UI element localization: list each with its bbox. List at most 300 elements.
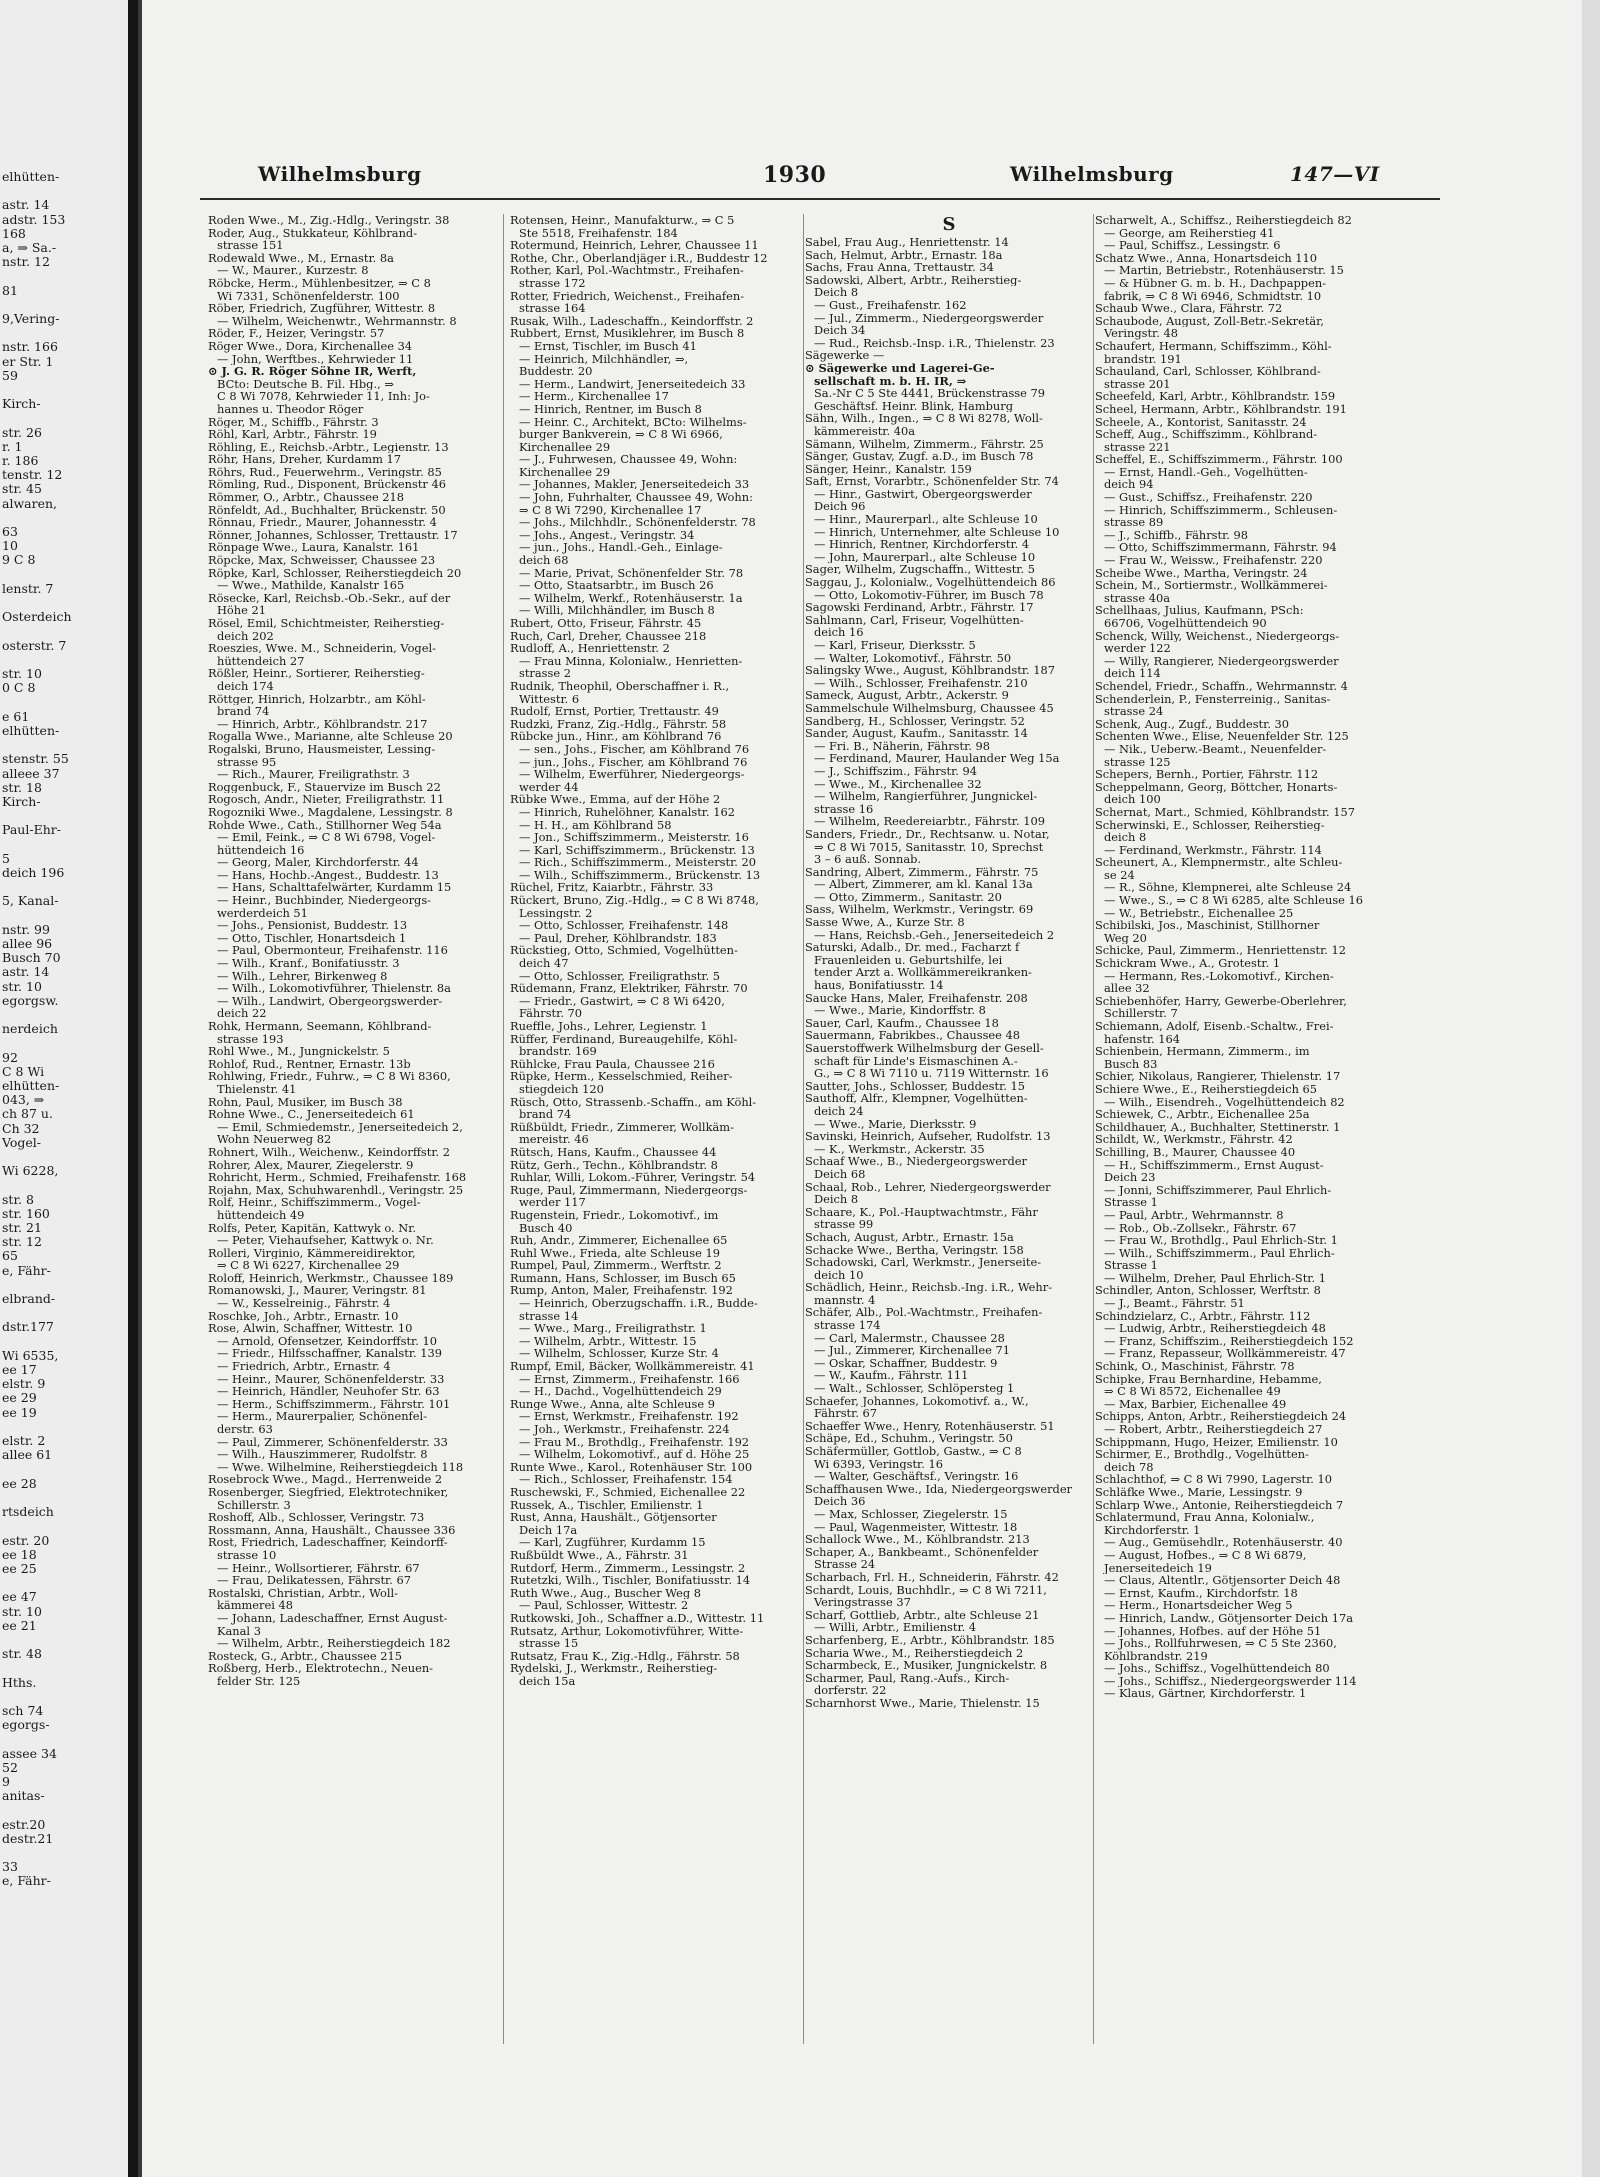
directory-entry-line: — Carl, Malermstr., Chaussee 28 (814, 1331, 1005, 1345)
directory-entry-line: — K., Werkmstr., Ackerstr. 35 (814, 1142, 985, 1156)
column-divider (803, 214, 804, 2044)
directory-entry-line: Rubert, Otto, Friseur, Fährstr. 45 (510, 617, 702, 630)
directory-entry-line: — W., Kesselreinig., Fährstr. 4 (217, 1297, 391, 1310)
directory-entry-line: Schenk, Aug., Zugf., Buddestr. 30 (1095, 717, 1290, 731)
directory-entry-line: — Klaus, Gärtner, Kirchdorferstr. 1 (1104, 1687, 1307, 1701)
directory-entry-line: — W., Maurer., Kurzestr. 8 (217, 264, 369, 277)
directory-entry-line: Rubbert, Ernst, Musiklehrer, im Busch 8 (510, 327, 745, 340)
previous-page-line: elbrand- (2, 1291, 56, 1307)
directory-entry-line: — Johs., Milchhdlr., Schönenfelderstr. 78 (519, 516, 756, 529)
directory-entry-line: Schickram Wwe., A., Grotestr. 1 (1095, 957, 1281, 970)
directory-entry-line: Köhlbrandstr. 219 (1104, 1649, 1208, 1663)
directory-entry-line: Rohnert, Wilh., Weichenw., Keindorffstr. 2 (208, 1145, 451, 1159)
directory-entry-line: Sabel, Frau Aug., Henriettenstr. 14 (805, 236, 1009, 249)
directory-entry-line: Schatz Wwe., Anna, Honartsdeich 110 (1095, 251, 1318, 265)
directory-entry-line: Rohk, Hermann, Seemann, Köhlbrand- (208, 1020, 432, 1033)
directory-entry-line: Schaal, Rob., Lehrer, Niedergeorgswerder (805, 1180, 1051, 1194)
previous-page-line: Paul-Ehr- (2, 822, 61, 838)
previous-page-line: str. 10 (2, 1603, 42, 1619)
directory-entry-line: strasse 40a (1104, 591, 1170, 605)
previous-page-line: str. 10 (2, 666, 42, 682)
directory-entry-line: Saturski, Adalb., Dr. med., Facharzt f (805, 941, 1020, 954)
directory-entry-line: Deich 17a (519, 1523, 578, 1537)
header-rule (200, 198, 1440, 200)
directory-entry-line: strasse 201 (1104, 377, 1171, 391)
directory-entry-line: Rumann, Hans, Schlosser, im Busch 65 (510, 1271, 736, 1285)
directory-entry-line: G., ⇒ C 8 Wi 7110 u. 7119 Witternstr. 16 (814, 1067, 1049, 1080)
directory-entry-line: Romanowski, J., Maurer, Veringstr. 81 (208, 1284, 427, 1298)
directory-entry-line: — Wilhelm, Reedereiarbtr., Fährstr. 109 (814, 815, 1045, 828)
directory-entry-line: — Frau, Delikatessen, Fährstr. 67 (217, 1574, 411, 1587)
directory-entry-line: Rutkowski, Joh., Schaffner a.D., Wittestr. 11 (510, 1611, 765, 1625)
directory-entry-line: tender Arzt a. Wollkämmereikranken- (814, 966, 1032, 980)
directory-entry-line: — Ernst, Kaufm., Kirchdorfstr. 18 (1104, 1586, 1298, 1600)
previous-page-line: 0 C 8 (2, 680, 36, 696)
directory-entry-line: Röhling, E., Reichsb.-Arbtr., Legienstr. 13 (208, 440, 449, 454)
directory-entry-line: Schadowski, Carl, Werkmstr., Jenerseite- (805, 1256, 1042, 1269)
directory-entry-line: Schlarp Wwe., Antonie, Reiherstiegdeich 7 (1095, 1498, 1344, 1512)
directory-entry-line: — Wwe., M., Kirchenallee 32 (814, 777, 982, 791)
directory-entry-line: deich 47 (519, 957, 569, 970)
directory-entry-line: — Rich., Schiffszimmerm., Meisterstr. 20 (519, 856, 757, 869)
directory-entry-line: Scheele, A., Kontorist, Sanitasstr. 24 (1095, 415, 1307, 429)
directory-entry-line: C 8 Wi 7078, Kehrwieder 11, Inh: Jo- (217, 390, 430, 403)
directory-entry-line: Rütsch, Hans, Kaufm., Chaussee 44 (510, 1145, 717, 1159)
previous-page-line: e, Fähr- (2, 1873, 51, 1889)
previous-page-line: Wi 6535, (2, 1347, 59, 1363)
directory-entry-line: strasse 10 (217, 1548, 277, 1562)
directory-entry-line: — Wilh., Hauszimmerer, Rudolfstr. 8 (217, 1448, 428, 1461)
directory-entry-line: Rüchel, Fritz, Kaiarbtr., Fährstr. 33 (510, 881, 714, 895)
previous-page-line: estr.20 (2, 1816, 46, 1832)
directory-entry-line: Rutdorf, Herm., Zimmerm., Lessingstr. 2 (510, 1561, 746, 1575)
directory-entry-line: Schiebenhöfer, Harry, Gewerbe-Oberlehrer, (1095, 994, 1347, 1008)
previous-page-line: elstr. 9 (2, 1376, 46, 1392)
directory-entry-line: Scharfenberg, E., Arbtr., Köhlbrandstr. 185 (805, 1633, 1055, 1647)
directory-entry-line: mannstr. 4 (814, 1293, 876, 1307)
directory-column-1 (208, 214, 496, 1687)
previous-page-line: 63 (2, 524, 18, 540)
previous-page-line: a, ⇒ Sa.- (2, 240, 57, 256)
directory-entry-line: Ruh, Andr., Zimmerer, Eichenallee 65 (510, 1234, 728, 1247)
directory-entry-line: — Wilhelm, Arbtr., Reiherstiegdeich 182 (217, 1637, 451, 1650)
directory-entry-line: deich 16 (814, 626, 864, 639)
directory-entry-line: — Georg, Maler, Kirchdorferstr. 44 (217, 856, 419, 869)
directory-entry-line: — Emil, Feink., ⇒ C 8 Wi 6798, Vogel- (217, 831, 436, 844)
directory-entry-line: — Heinrich, Händler, Neuhofer Str. 63 (217, 1385, 440, 1398)
directory-entry-line: Rotensen, Heinr., Manufakturw., ⇒ C 5 (510, 214, 735, 227)
directory-entry-line: Rose, Alwin, Schaffner, Wittestr. 10 (208, 1322, 413, 1335)
directory-entry-line: — Paul, Obermonteur, Freihafenstr. 116 (217, 944, 448, 958)
directory-entry-line: — Franz, Schiffszim., Reiherstiegdeich 152 (1104, 1334, 1354, 1348)
directory-entry-line: Wittestr. 6 (519, 692, 580, 706)
directory-entry-line: deich 8 (1104, 831, 1147, 844)
directory-entry-line: Schellhaas, Julius, Kaufmann, PSch: (1095, 604, 1304, 617)
directory-entry-line: strasse 15 (519, 1637, 579, 1650)
previous-page-line: assee 34 (2, 1745, 57, 1761)
directory-entry-line: derstr. 63 (217, 1423, 273, 1436)
directory-entry-line: — Oskar, Schaffner, Buddestr. 9 (814, 1356, 998, 1370)
directory-entry-line: strasse 95 (217, 755, 277, 769)
directory-entry-line: — Walter, Lokomotivf., Fährstr. 50 (814, 651, 1012, 665)
directory-entry-line: Rugenstein, Friedr., Lokomotivf., im (510, 1208, 719, 1222)
directory-entry-line: Schäpe, Ed., Schuhm., Veringstr. 50 (805, 1432, 1013, 1445)
directory-entry-line: Rogosch, Andr., Nieter, Freiligrathstr. 11 (208, 793, 445, 806)
directory-entry-line: Deich 96 (814, 500, 866, 514)
directory-entry-line: Rossmann, Anna, Haushält., Chaussee 336 (208, 1523, 456, 1537)
directory-entry-line: Schilling, B., Maurer, Chaussee 40 (1095, 1145, 1296, 1159)
directory-entry-line: — Johs., Schiffsz., Vogelhüttendeich 80 (1104, 1662, 1330, 1675)
directory-entry-line: strasse 99 (814, 1218, 874, 1231)
directory-entry-line: — H., Schiffszimmerm., Ernst August- (1104, 1158, 1324, 1172)
previous-page-line (0, 511, 128, 525)
previous-page-line: anitas- (2, 1788, 45, 1804)
directory-entry-line: strasse 16 (814, 802, 874, 816)
directory-entry-line: ⊙ J. G. R. Röger Söhne IR, Werft, (208, 365, 417, 378)
directory-entry-line: — Ernst, Werkmstr., Freihafenstr. 192 (519, 1410, 739, 1423)
directory-entry-line: — J., Schiffb., Fährstr. 98 (1104, 528, 1249, 542)
previous-page-line (0, 1008, 128, 1022)
directory-entry-line: Ruth Wwe., Aug., Buscher Weg 8 (510, 1586, 701, 1600)
directory-entry-line: Sauer, Carl, Kaufm., Chaussee 18 (805, 1016, 999, 1030)
previous-page-line: 59 (2, 367, 18, 383)
directory-entry-line: Rohlwing, Friedr., Fuhrw., ⇒ C 8 Wi 8360, (208, 1070, 451, 1083)
directory-entry-line: Röpke, Karl, Schlosser, Reiherstiegdeich 20 (208, 566, 462, 580)
directory-entry-line: strasse 174 (814, 1319, 881, 1332)
directory-entry-line: — Wwe., Marie, Kindorffstr. 8 (814, 1004, 986, 1017)
directory-entry-line: Rost, Friedrich, Ladeschaffner, Keindorff- (208, 1536, 448, 1549)
previous-page-line: str. 160 (2, 1205, 50, 1221)
directory-entry-line: — Claus, Altentlr., Götjensorter Deich 48 (1104, 1574, 1341, 1587)
directory-entry-line: Rojahn, Max, Schuhwarenhdl., Veringstr. 25 (208, 1183, 464, 1197)
directory-entry-line: Schäfer, Alb., Pol.-Wachtmstr., Freihafen- (805, 1306, 1043, 1320)
directory-entry-line: Sa.-Nr C 5 Ste 4441, Brückenstrasse 79 (814, 387, 1045, 400)
previous-page-line: Osterdeich (2, 609, 72, 625)
column-divider (1093, 214, 1094, 2044)
header-page-number: 147—VI (1290, 162, 1380, 186)
previous-page-line (0, 1803, 128, 1817)
directory-entry-line: deich 78 (1104, 1460, 1154, 1474)
directory-entry-line: Röber, Friedrich, Zugführer, Wittestr. 8 (208, 302, 436, 315)
directory-entry-line: Rohrer, Alex, Maurer, Ziegelerstr. 9 (208, 1158, 414, 1172)
directory-entry-line: Roggenbuck, F., Stauervize im Busch 22 (208, 780, 441, 794)
directory-entry-line: Schauland, Carl, Schlosser, Köhlbrand- (1095, 365, 1321, 378)
previous-page-line: elhütten- (2, 1078, 60, 1093)
directory-entry-line: Saggau, J., Kolonialw., Vogelhüttendeich 86 (805, 576, 1056, 589)
directory-entry-line: — Albert, Zimmerer, am kl. Kanal 13a (814, 878, 1033, 891)
directory-entry-line: Wi 7331, Schönenfelderstr. 100 (217, 289, 400, 303)
directory-entry-line: Schendel, Friedr., Schaffn., Wehrmannstr. 4 (1095, 679, 1348, 693)
directory-entry-line: Deich 8 (814, 286, 859, 299)
directory-entry-line: burger Bankverein, ⇒ C 8 Wi 6966, (519, 428, 723, 441)
directory-entry-line: Rudzki, Franz, Zig.-Hdlg., Fährstr. 58 (510, 717, 727, 731)
previous-page-line: ee 47 (2, 1589, 37, 1605)
previous-page-line: Kirch- (2, 396, 41, 412)
directory-entry-line: brand 74 (519, 1108, 572, 1121)
directory-entry-line: — Heinr., Wollsortierer, Fährstr. 67 (217, 1561, 420, 1575)
directory-entry-line: dorferstr. 22 (814, 1684, 887, 1697)
directory-entry-line: — Hinrich, Rentner, Kirchdorferstr. 4 (814, 538, 1030, 551)
directory-entry-line: Strasse 1 (1104, 1259, 1158, 1272)
directory-entry-line: — Otto, Staatsarbtr., im Busch 26 (519, 579, 714, 592)
directory-entry-line: — W., Betriebstr., Eichenallee 25 (1104, 906, 1294, 920)
directory-entry-line: Rühlcke, Frau Paula, Chaussee 216 (510, 1057, 715, 1071)
directory-entry-line: — Martin, Betriebstr., Rotenhäuserstr. 15 (1104, 264, 1344, 277)
previous-page-line: r. 1 (2, 438, 23, 454)
directory-entry-line: Schaaf Wwe., B., Niedergeorgswerder (805, 1155, 1027, 1168)
directory-entry-line: Rosebrock Wwe., Magd., Herrenweide 2 (208, 1473, 443, 1486)
previous-page-line: ee 21 (2, 1617, 37, 1633)
previous-page-line: astr. 14 (2, 964, 50, 980)
directory-entry-line: Rusak, Wilh., Ladeschaffn., Keindorffstr. 2 (510, 314, 754, 328)
directory-entry-line: Rolfs, Peter, Kapitän, Kattwyk o. Nr. (208, 1221, 417, 1235)
directory-entry-line: werder 117 (519, 1196, 586, 1209)
directory-entry-line: — Willi, Arbtr., Emilienstr. 4 (814, 1621, 977, 1634)
previous-page-line (0, 269, 128, 283)
previous-page-line: ee 25 (2, 1560, 37, 1576)
previous-page-line: str. 18 (2, 779, 42, 795)
directory-entry-line: Rübke Wwe., Emma, auf der Höhe 2 (510, 793, 721, 806)
previous-page-line: 9 (2, 1773, 10, 1789)
directory-entry-line: — Rich., Schlosser, Freihafenstr. 154 (519, 1473, 733, 1486)
previous-page-line: ee 29 (2, 1390, 37, 1406)
directory-entry-line: Scharmbeck, E., Musiker, Jungnickelstr. 8 (805, 1659, 1048, 1672)
directory-entry-line: Sägewerke — (805, 349, 885, 362)
directory-entry-line: Sauthoff, Alfr., Klempner, Vogelhütten- (805, 1092, 1028, 1105)
directory-entry-line: — Rob., Ob.-Zollsekr., Fährstr. 67 (1104, 1221, 1297, 1235)
directory-entry-line: — Friedr., Gastwirt, ⇒ C 8 Wi 6420, (519, 994, 725, 1008)
directory-entry-line: — Wwe., S., ⇒ C 8 Wi 6285, alte Schleuse 16 (1104, 894, 1364, 907)
directory-entry-line: Rogozniki Wwe., Magdalene, Lessingstr. 8 (208, 805, 453, 819)
directory-entry-line: Rohde Wwe., Cath., Stillhorner Weg 54a (208, 818, 442, 832)
directory-entry-line: Weg 20 (1104, 931, 1147, 945)
directory-entry-line: Schardt, Louis, Buchhdlr., ⇒ C 8 Wi 7211, (805, 1583, 1047, 1597)
directory-entry-line: — Johs., Angest., Veringstr. 34 (519, 528, 695, 542)
directory-entry-line: Sagowski Ferdinand, Arbtr., Fährstr. 17 (805, 601, 1034, 614)
directory-entry-line: — Hans, Schalttafelwärter, Kurdamm 15 (217, 881, 452, 895)
directory-entry-line: haus, Bonifatiusstr. 14 (814, 979, 944, 992)
directory-entry-line: Rudnik, Theophil, Oberschaffner i. R., (510, 679, 730, 693)
directory-entry-line: strasse 14 (519, 1309, 579, 1323)
previous-page-line: rtsdeich (2, 1504, 54, 1520)
directory-entry-line: — Heinrich, Milchhändler, ⇒, (519, 352, 689, 366)
directory-entry-line: ⇒ C 8 Wi 6227, Kirchenallee 29 (217, 1259, 400, 1272)
directory-entry-line: Rütz, Gerh., Techn., Köhlbrandstr. 8 (510, 1158, 718, 1172)
directory-entry-line: — Karl, Schiffszimmerm., Brückenstr. 13 (519, 843, 755, 857)
previous-page-line (0, 1576, 128, 1590)
directory-entry-line: — Wilh., Kranf., Bonifatiusstr. 3 (217, 957, 400, 970)
directory-entry-line: — Friedrich, Arbtr., Ernastr. 4 (217, 1360, 391, 1373)
previous-page-line: Ch 32 (2, 1120, 40, 1136)
directory-entry-line: Rudolf, Ernst, Portier, Trettaustr. 49 (510, 705, 719, 718)
directory-entry-line: deich 15a (519, 1674, 576, 1688)
directory-entry-line: — John, Werftbes., Kehrwieder 11 (217, 352, 414, 366)
directory-entry-line: Rüsch, Otto, Strassenb.-Schaffn., am Köhl- (510, 1095, 757, 1109)
directory-entry-line: — Herm., Landwirt, Jenerseitedeich 33 (519, 377, 746, 391)
previous-page-line (0, 184, 128, 198)
directory-entry-line: Schiemann, Adolf, Eisenb.-Schaltw., Frei- (1095, 1020, 1334, 1033)
directory-entry-line: strasse 89 (1104, 516, 1164, 529)
directory-entry-line: — Marie, Privat, Schönenfelder Str. 78 (519, 566, 744, 580)
directory-entry-line: Rothe, Chr., Oberlandjäger i.R., Buddestr 12 (510, 251, 768, 265)
directory-entry-line: Sänger, Heinr., Kanalstr. 159 (805, 462, 972, 476)
directory-entry-line: Rußbüldt Wwe., A., Fährstr. 31 (510, 1548, 689, 1562)
directory-entry-line: Schernat, Mart., Schmied, Köhlbrandstr. 157 (1095, 805, 1356, 819)
directory-entry-line: — Johs., Pensionist, Buddestr. 13 (217, 919, 408, 932)
directory-entry-line: Sämann, Wilhelm, Zimmerm., Fährstr. 25 (805, 437, 1044, 451)
directory-entry-line: — Frau W., Weissw., Freihafenstr. 220 (1104, 554, 1323, 567)
directory-entry-line: Sachs, Frau Anna, Trettaustr. 34 (805, 261, 994, 274)
directory-entry-line: — sen., Johs., Fischer, am Köhlbrand 76 (519, 742, 750, 756)
directory-entry-line: Saft, Ernst, Vorarbtr., Schönenfelder Str. 74 (805, 475, 1059, 488)
directory-entry-line: Rüpke, Herm., Kesselschmied, Reiher- (510, 1070, 733, 1083)
directory-entry-line: Roshoff, Alb., Schlosser, Veringstr. 73 (208, 1511, 425, 1524)
directory-entry-line: — Nik., Ueberw.-Beamt., Neuenfelder- (1104, 742, 1327, 756)
previous-page-line: sch 74 (2, 1702, 44, 1718)
directory-entry-line: Scheel, Hermann, Arbtr., Köhlbrandstr. 191 (1095, 402, 1347, 416)
directory-entry-line: Scheefeld, Karl, Arbtr., Köhlbrandstr. 159 (1095, 390, 1336, 403)
directory-entry-line: Schädlich, Heinr., Reichsb.-Ing. i.R., Wehr- (805, 1281, 1053, 1294)
directory-entry-line: Deich 23 (1104, 1171, 1156, 1184)
directory-entry-line: Scherwinski, E., Schlosser, Reiherstieg- (1095, 818, 1325, 832)
directory-entry-line: — Wilhelm, Dreher, Paul Ehrlich-Str. 1 (1104, 1271, 1326, 1285)
previous-page-line: str. 10 (2, 978, 42, 994)
previous-page-line: e, Fähr- (2, 1262, 51, 1278)
directory-entry-line: — Johs., Rollfuhrwesen, ⇒ C 5 Ste 2360, (1104, 1637, 1337, 1650)
directory-entry-line: Thielenstr. 41 (217, 1082, 297, 1096)
directory-entry-line: — Paul, Wagenmeister, Wittestr. 18 (814, 1520, 1018, 1534)
directory-entry-line: hüttendeich 27 (217, 654, 305, 668)
directory-entry-line: werder 122 (1104, 642, 1171, 655)
directory-entry-line: — Paul, Schlosser, Wittestr. 2 (519, 1599, 689, 1612)
directory-entry-line: Rolleri, Virginio, Kämmereidirektor, (208, 1246, 416, 1260)
directory-entry-line: Schläfke Wwe., Marie, Lessingstr. 9 (1095, 1485, 1303, 1499)
directory-entry-line: — Gust., Freihafenstr. 162 (814, 298, 967, 312)
previous-page-line: C 8 Wi (2, 1063, 45, 1079)
previous-page-line: 52 (2, 1759, 18, 1775)
directory-entry-line: allee 32 (1104, 982, 1150, 995)
directory-entry-line: Rönpage Wwe., Laura, Kanalstr. 161 (208, 541, 420, 555)
directory-entry-line: — H., Dachd., Vogelhüttendeich 29 (519, 1385, 722, 1398)
previous-page-line: ch 87 u. (2, 1106, 53, 1122)
directory-entry-line: se 24 (1104, 868, 1135, 882)
directory-entry-line: Roeszies, Wwe. M., Schneiderin, Vogel- (208, 642, 436, 655)
previous-page-line: nstr. 12 (2, 254, 50, 270)
previous-page-line (0, 625, 128, 639)
previous-page-line: str. 26 (2, 424, 42, 440)
directory-entry-line: werderdeich 51 (217, 906, 308, 920)
previous-page-line: egorgs- (2, 1717, 50, 1733)
directory-entry-line: Röhl, Karl, Arbtr., Fährstr. 19 (208, 428, 377, 441)
previous-page-line: elhütten- (2, 722, 60, 738)
previous-page-line: 65 (2, 1248, 18, 1264)
directory-entry-line: 66706, Vogelhüttendeich 90 (1104, 617, 1267, 630)
directory-entry-line: Rumpel, Paul, Zimmerm., Werftstr. 2 (510, 1259, 722, 1272)
directory-column-3 (805, 214, 1093, 1709)
directory-entry-line: — Hinr., Gastwirt, Obergeorgswerder (814, 487, 1032, 501)
directory-entry-line: Lessingstr. 2 (519, 906, 593, 920)
directory-entry-line: Strasse 1 (1104, 1196, 1158, 1209)
previous-page-line (0, 568, 128, 582)
directory-entry-line: Saucke Hans, Maler, Freihafenstr. 208 (805, 991, 1028, 1005)
directory-entry-line: hüttendeich 16 (217, 843, 305, 857)
directory-entry-line: Ruhl Wwe., Frieda, alte Schleuse 19 (510, 1246, 720, 1260)
directory-entry-line: — Wilhelm, Lokomotivf., auf d. Höhe 25 (519, 1448, 750, 1461)
header-year: 1930 (763, 162, 827, 188)
previous-page-line (0, 1491, 128, 1505)
previous-page-line (0, 411, 128, 425)
directory-entry-line: Rönfeldt, Ad., Buchhalter, Brückenstr. 50 (208, 503, 446, 517)
previous-page-line: Wi 6228, (2, 1163, 59, 1179)
directory-entry-line: Schaufert, Hermann, Schiffszimm., Köhl- (1095, 339, 1332, 353)
directory-entry-line: Rutsatz, Arthur, Lokomotivführer, Witte- (510, 1624, 744, 1638)
directory-entry-line: Schäfermüller, Gottlob, Gastw., ⇒ C 8 (805, 1445, 1022, 1458)
directory-entry-line: — Paul, Schiffsz., Lessingstr. 6 (1104, 239, 1281, 252)
directory-entry-line: Schepers, Bernh., Portier, Fährstr. 112 (1095, 768, 1319, 781)
directory-entry-line: Rydelski, J., Werkmstr., Reiherstieg- (510, 1662, 718, 1675)
directory-entry-line: — J., Beamt., Fährstr. 51 (1104, 1297, 1245, 1310)
directory-entry-line: Röger, M., Schiffb., Fährstr. 3 (208, 415, 379, 429)
directory-entry-line: — Otto, Schlosser, Freiligrathstr. 5 (519, 969, 721, 983)
directory-entry-line: Röger Wwe., Dora, Kirchenallee 34 (208, 339, 413, 353)
directory-entry-line: brandstr. 169 (519, 1045, 597, 1058)
directory-entry-line: Veringstrasse 37 (814, 1596, 911, 1609)
directory-entry-line: Rösecke, Karl, Reichsb.-Ob.-Sekr., auf der (208, 591, 451, 605)
directory-entry-line: hüttendeich 49 (217, 1208, 305, 1222)
directory-entry-line: Sauermann, Fabrikbes., Chaussee 48 (805, 1029, 1021, 1042)
directory-entry-line: Rotter, Friedrich, Weichenst., Freihafen- (510, 289, 745, 303)
directory-entry-line: Rust, Anna, Haushält., Götjensorter (510, 1511, 717, 1524)
directory-entry-line: — & Hübner G. m. b. H., Dachpappen- (1104, 276, 1327, 290)
directory-entry-line: Römmer, O., Arbtr., Chaussee 218 (208, 491, 405, 504)
directory-entry-line: — Peter, Viehaufseher, Kattwyk o. Nr. (217, 1234, 434, 1247)
directory-entry-line: Sameck, August, Arbtr., Ackerstr. 9 (805, 689, 1009, 702)
previous-page-line: alleee 37 (2, 765, 60, 781)
directory-entry-line: Schicke, Paul, Zimmerm., Henriettenstr. 12 (1095, 944, 1347, 958)
directory-entry-line: — Ludwig, Arbtr., Reiherstiegdeich 48 (1104, 1322, 1326, 1335)
previous-page-line (0, 738, 128, 752)
previous-page-line: str. 45 (2, 481, 42, 497)
directory-entry-line: — Johannes, Hofbes. auf der Höhe 51 (1104, 1624, 1322, 1638)
directory-entry-line: Rückstieg, Otto, Schmied, Vogelhütten- (510, 944, 738, 958)
directory-entry-line: — Ferdinand, Maurer, Haulander Weg 15a (814, 752, 1060, 765)
directory-entry-line: — Willi, Milchhändler, im Busch 8 (519, 604, 715, 617)
directory-entry-line: — John, Maurerparl., alte Schleuse 10 (814, 550, 1036, 564)
directory-entry-line: — Robert, Arbtr., Reiherstiegdeich 27 (1104, 1423, 1323, 1436)
directory-entry-line: — John, Fuhrhalter, Chaussee 49, Wohn: (519, 491, 753, 504)
directory-entry-line: Scharmer, Paul, Rang.-Aufs., Kirch- (805, 1671, 1010, 1685)
directory-entry-line: Rüffer, Ferdinand, Bureaugehilfe, Köhl- (510, 1032, 738, 1046)
directory-entry-line: — J., Schiffszim., Fährstr. 94 (814, 764, 978, 778)
previous-page-line: tenstr. 12 (2, 467, 63, 483)
directory-entry-line: Scheibe Wwe., Martha, Veringstr. 24 (1095, 566, 1308, 580)
directory-entry-line: Schillerstr. 7 (1104, 1007, 1178, 1020)
directory-entry-line: Rüßbüldt, Friedr., Zimmerer, Wollkäm- (510, 1120, 734, 1134)
directory-entry-line: — R., Söhne, Klempnerei, alte Schleuse 24 (1104, 881, 1352, 895)
directory-entry-line: — Wilhelm, Arbtr., Wittestr. 15 (519, 1334, 697, 1348)
directory-entry-line: — Wilh., Eisendreh., Vogelhüttendeich 82 (1104, 1095, 1345, 1109)
previous-page-line: elstr. 2 (2, 1433, 46, 1449)
previous-page-line: elhütten- (2, 169, 60, 184)
directory-entry-line: strasse 221 (1104, 440, 1171, 454)
directory-entry-line: Schienbein, Hermann, Zimmerm., im (1095, 1045, 1310, 1058)
directory-entry-line: Scharwelt, A., Schiffsz., Reiherstiegdeich 82 (1095, 214, 1352, 227)
previous-page-line (0, 596, 128, 610)
directory-entry-line: fabrik, ⇒ C 8 Wi 6946, Schmidtstr. 10 (1104, 289, 1322, 303)
directory-entry-line: strasse 151 (217, 239, 284, 252)
previous-page-line: nstr. 166 (2, 339, 58, 355)
directory-entry-line: schaft für Linde's Eismaschinen A.- (814, 1054, 1018, 1068)
